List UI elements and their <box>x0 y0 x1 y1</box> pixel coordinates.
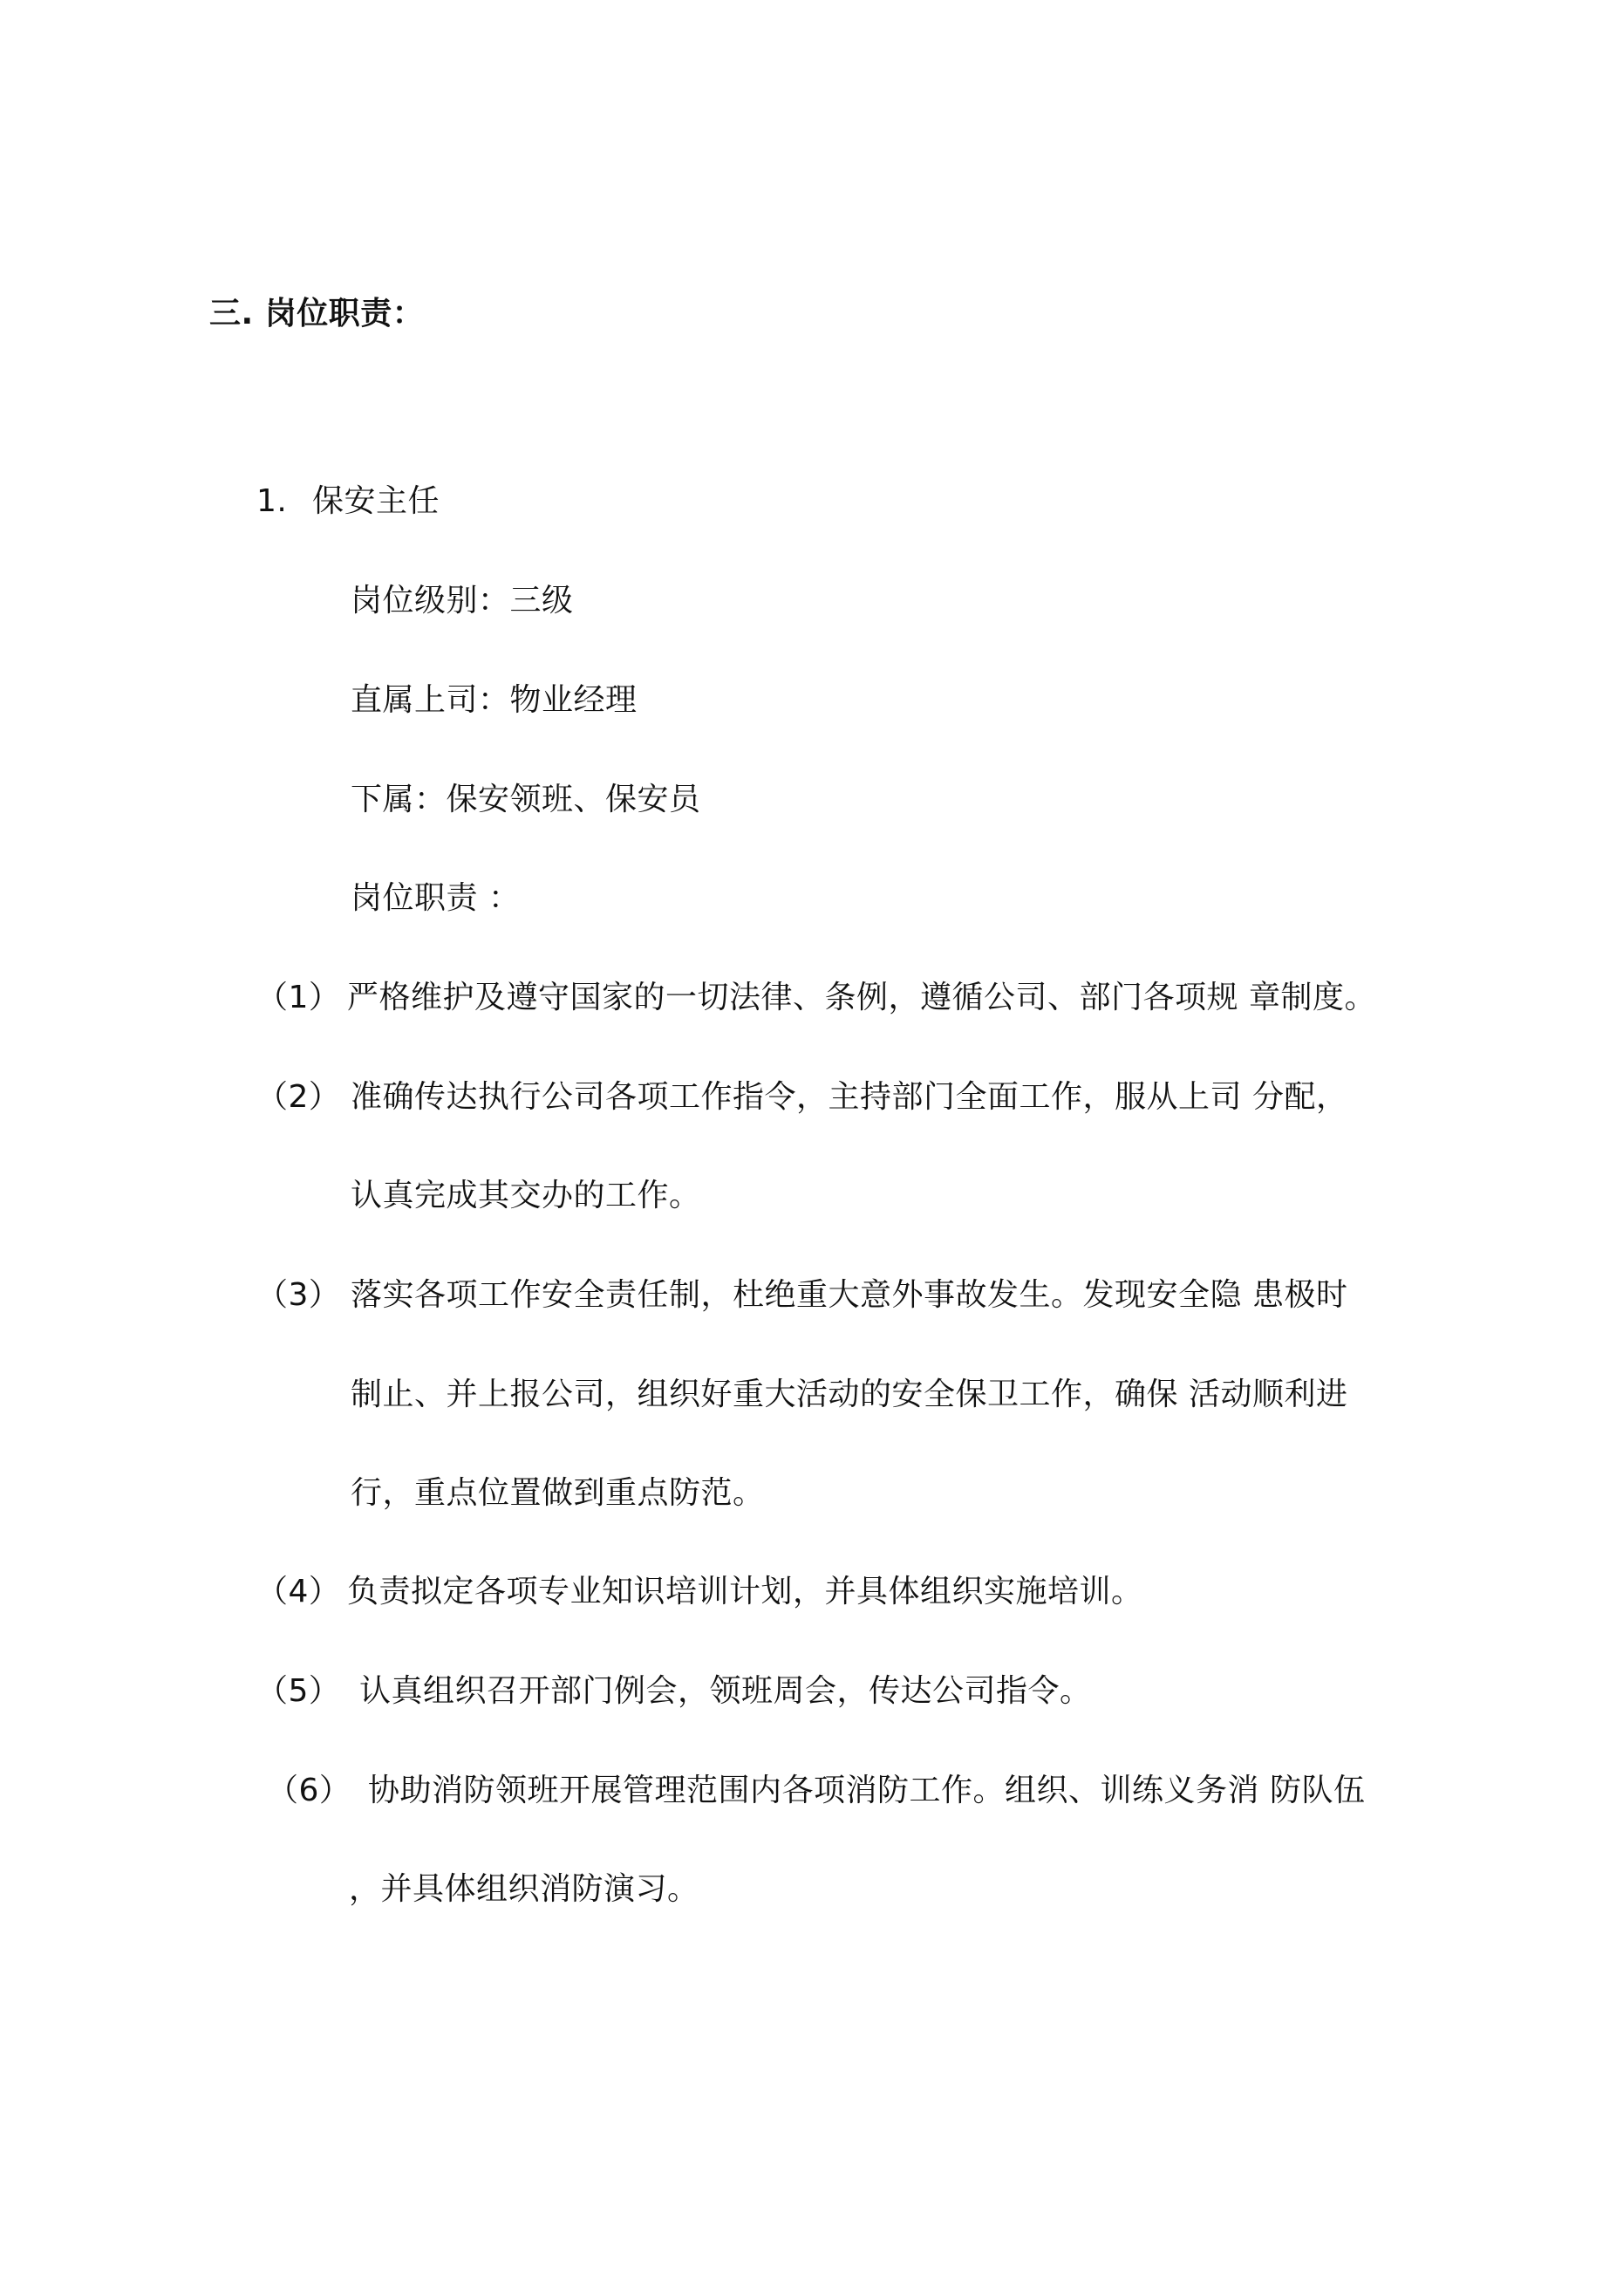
duty-5-marker: （5） <box>256 1673 341 1709</box>
duty-6-marker: （6） <box>267 1773 351 1808</box>
duty-2-line-1: 准确传达执行公司各项工作指令，主持部门全面工作，服从上司 分配， <box>351 1079 1348 1115</box>
duty-4-marker: （4） <box>256 1574 341 1609</box>
subsection-number: 1. <box>256 483 288 519</box>
duty-2-marker: （2） <box>256 1079 341 1115</box>
duties-label: 岗位职责 ： <box>351 880 521 916</box>
subsection-title: 保安主任 <box>312 483 440 519</box>
duty-6-line-1: 协助消防领班开展管理范围内各项消防工作。组织、训练义务消 防队伍 <box>368 1773 1366 1808</box>
job-level: 岗位级别：三级 <box>351 583 574 618</box>
duty-5-line-1: 认真组织召开部门例会，领班周会，传达公司指令。 <box>359 1673 1092 1709</box>
direct-superior: 直属上司：物业经理 <box>351 682 638 718</box>
duty-3-marker: （3） <box>256 1277 341 1313</box>
duty-3-line-3: 行，重点位置做到重点防范。 <box>351 1475 765 1511</box>
duty-2-line-2: 认真完成其交办的工作。 <box>351 1178 701 1213</box>
duty-1-line-1: 严格维护及遵守国家的一切法律、条例，遵循公司、部门各项规 章制度。 <box>347 980 1376 1015</box>
duty-3-line-1: 落实各项工作安全责任制，杜绝重大意外事故发生。发现安全隐 患极时 <box>351 1277 1348 1313</box>
section-heading: 三. 岗位职责： <box>209 296 425 331</box>
duty-1-marker: （1） <box>256 980 341 1015</box>
duty-3-line-2: 制止、并上报公司，组织好重大活动的安全保卫工作，确保 活动顺利进 <box>351 1377 1348 1412</box>
duty-4-line-1: 负责拟定各项专业知识培训计划，并具体组织实施培训。 <box>347 1574 1143 1609</box>
duty-6-line-2: ，并具体组织消防演习。 <box>349 1871 699 1907</box>
subordinates: 下属：保安领班、保安员 <box>351 782 701 817</box>
